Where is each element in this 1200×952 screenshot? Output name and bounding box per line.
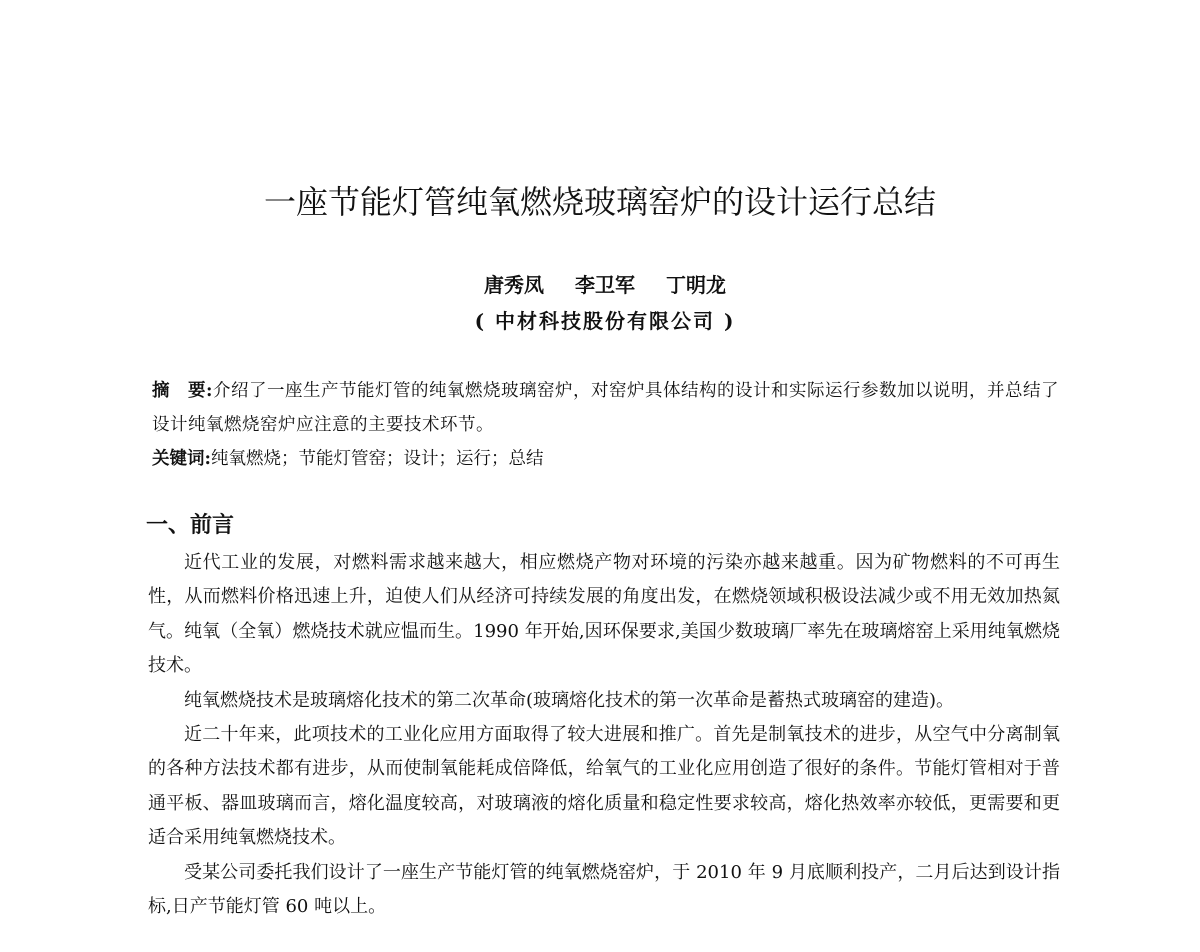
author-name: 李卫军 [575,273,635,297]
section-heading: 一、前言 [146,513,235,538]
abstract-label: 摘 要: [152,381,213,401]
paragraph: 纯氧燃烧技术是玻璃熔化技术的第二次革命(玻璃熔化技术的第一次革命是蓄热式玻璃窑的建造)。 [184,689,955,711]
abstract [152,374,1060,442]
author-name: 丁明龙 [665,273,726,297]
author-list [0,270,1200,300]
section-body [148,546,1060,924]
paragraph: 近代工业的发展，对燃料需求越来越大，相应燃烧产物对环境的污染亦越来越重。因为矿物燃料的不可再生性，从而燃料价格迅速上升，迫使人们从经济可持续发展的角度出发，在燃烧领域积极设法减少或不用无效加热氮气。纯氧（全氧）燃烧技术就应愠而生。1990 年开始,因环保要求,美国少数玻璃厂率先在玻璃熔窑上采用纯氧燃烧技术。 [148,552,1060,677]
abstract-text: 介绍了一座生产节能灯管的纯氧燃烧玻璃窑炉，对窑炉具体结构的设计和实际运行参数加以说明，并总结了设计纯氧燃烧窑炉应注意的主要技术环节。 [152,381,1059,435]
paragraph: 近二十年来，此项技术的工业化应用方面取得了较大进展和推广。首先是制氧技术的进步，从空气中分离制氧的各种方法技术都有进步，从而使制氧能耗成倍降低，给氧气的工业化应用创造了很好的条件。节能灯管相对于普通平板、器皿玻璃而言，熔化温度较高，对玻璃液的熔化质量和稳定性要求较高，熔化热效率亦较低，更需要和更适合采用纯氧燃烧技术。 [148,724,1060,849]
keywords-text: 纯氧燃烧；节能灯管窑；设计；运行；总结 [210,449,544,469]
keywords [152,442,1060,476]
author-name: 唐秀凤 [484,273,545,297]
affiliation: ( 中材科技股份有限公司 ) [474,309,736,333]
paper-title: 一座节能灯管纯氧燃烧玻璃窑炉的设计运行总结 [263,183,936,221]
keywords-label: 关键词: [152,449,211,469]
paragraph: 受某公司委托我们设计了一座生产节能灯管的纯氧燃烧窑炉，于 2010 年 9 月底顺利投产，二月后达到设计指标,日产节能灯管 60 吨以上。 [148,861,1060,918]
